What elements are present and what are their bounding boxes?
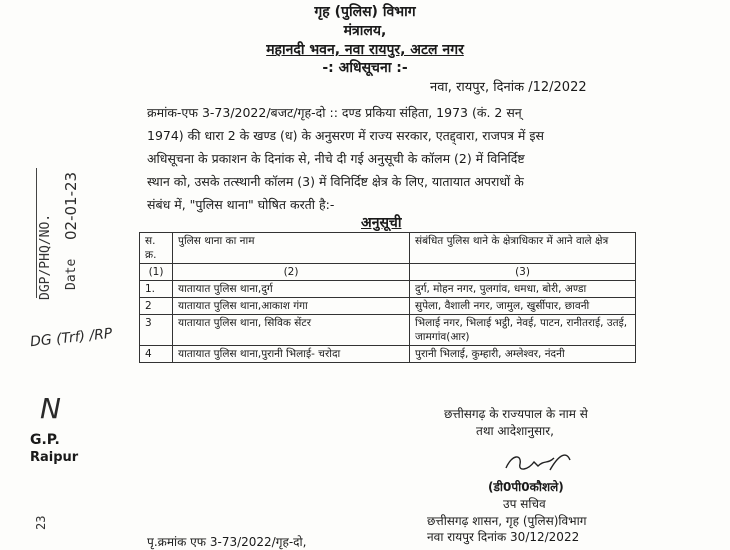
- row-area: भिलाई नगर, भिलाई भट्ठी, नेवई, पाटन, रानीतराई, उतई, जामगांव(आर): [410, 315, 636, 346]
- table-row: [140, 298, 636, 315]
- officer-dept: छत्तीसगढ़ शासन, गृह (पुलिस)विभाग: [427, 514, 587, 528]
- notification-body: [147, 101, 637, 216]
- initial-mark: N: [40, 392, 61, 425]
- notification-date: नवा, रायपुर, दिनांक /12/2022: [430, 80, 587, 95]
- colnum-3: (3): [410, 264, 636, 281]
- row-serial: 4: [140, 346, 173, 363]
- signature-icon: [498, 446, 578, 478]
- row-station: यातायात पुलिस थाना,दुर्ग: [173, 281, 410, 298]
- row-area: दुर्ग, मोहन नगर, पुलगांव, धमधा, बोरी, अण्डा: [410, 281, 636, 298]
- row-serial: 3: [140, 315, 173, 346]
- row-area: सुपेला, वैशाली नगर, जामुल, खुर्सीपार, छावनी: [410, 298, 636, 315]
- ministry: मंत्रालय,: [343, 23, 387, 39]
- address: महानदी भवन, नवा रायपुर, अटल नगर: [266, 42, 464, 58]
- row-serial: 1.: [140, 281, 173, 298]
- governor-line: छत्तीसगढ़ के राज्यपाल के नाम से: [444, 407, 588, 421]
- stamp-label: DGP/PHQ/NO.: [38, 213, 53, 300]
- table-header-row: [140, 233, 636, 264]
- signature-date: नवा रायपुर दिनांक 30/12/2022: [427, 530, 580, 544]
- stamp-date-value: 02-01-23: [62, 171, 80, 240]
- body-line: 1974) की धारा 2 के खण्ड (ध) के अनुसरण में राज्य सरकार, एतद्द्वारा, राजपत्र में इस: [147, 128, 544, 143]
- body-line: अधिसूचना के प्रकाशन के दिनांक से, नीचे दी गई अनुसूची के कॉलम (2) में विनिर्दिष्ट: [147, 151, 525, 166]
- schedule-title: अनुसूची: [361, 215, 402, 231]
- table-row: [140, 315, 636, 346]
- schedule-table: [139, 232, 636, 363]
- row-serial: 2: [140, 298, 173, 315]
- colnum-1: (1): [140, 264, 173, 281]
- row-station: यातायात पुलिस थाना,आकाश गंगा: [173, 298, 410, 315]
- stamp-date-label: Date: [64, 258, 79, 290]
- row-area: पुरानी भिलाई, कुम्हारी, अम्लेश्वर, नंदनी: [410, 346, 636, 363]
- row-station: यातायात पुलिस थाना, सिविक सेंटर: [173, 315, 410, 346]
- dept-name: गृह (पुलिस) विभाग: [314, 4, 416, 20]
- row-station: यातायात पुलिस थाना,पुरानी भिलाई- चरोदा: [173, 346, 410, 363]
- gp-line2: Raipur: [30, 450, 79, 465]
- gp-line1: G.P.: [30, 432, 60, 448]
- edge-number: 23: [34, 515, 48, 530]
- table-row: [140, 346, 636, 363]
- table-colnum-row: [140, 264, 636, 281]
- header-station: पुलिस थाना का नाम: [173, 233, 410, 264]
- order-line: तथा आदेशानुसार,: [476, 424, 554, 438]
- officer-designation: उप सचिव: [503, 497, 546, 511]
- notification-title: -: अधिसूचना :-: [322, 60, 408, 76]
- body-line: संबंध में, "पुलिस थाना" घोषित करती है:-: [147, 197, 335, 212]
- body-line: क्रमांक-एफ 3-73/2022/बजट/गृह-दो :: दण्ड प्रकिया संहिता, 1973 (कं. 2 सन्: [147, 105, 522, 120]
- header-serial: स. क्र.: [140, 233, 173, 264]
- officer-name: (डी0पी0कौशले): [488, 480, 564, 494]
- table-row: [140, 281, 636, 298]
- colnum-2: (2): [173, 264, 410, 281]
- endorsement-note: DG (Trf) /RP: [29, 325, 114, 351]
- body-line: स्थान को, उसके तत्स्थानी कॉलम (3) में विनिर्दिष्ट क्षेत्र के लिए, यातायात अपराधों के: [147, 174, 524, 189]
- footer-ref: पृ.क्रमांक एफ 3-73/2022/गृह-दो,: [147, 535, 307, 549]
- header-area: संबंधित पुलिस थाने के क्षेत्राधिकार में आने वाले क्षेत्र: [410, 233, 636, 264]
